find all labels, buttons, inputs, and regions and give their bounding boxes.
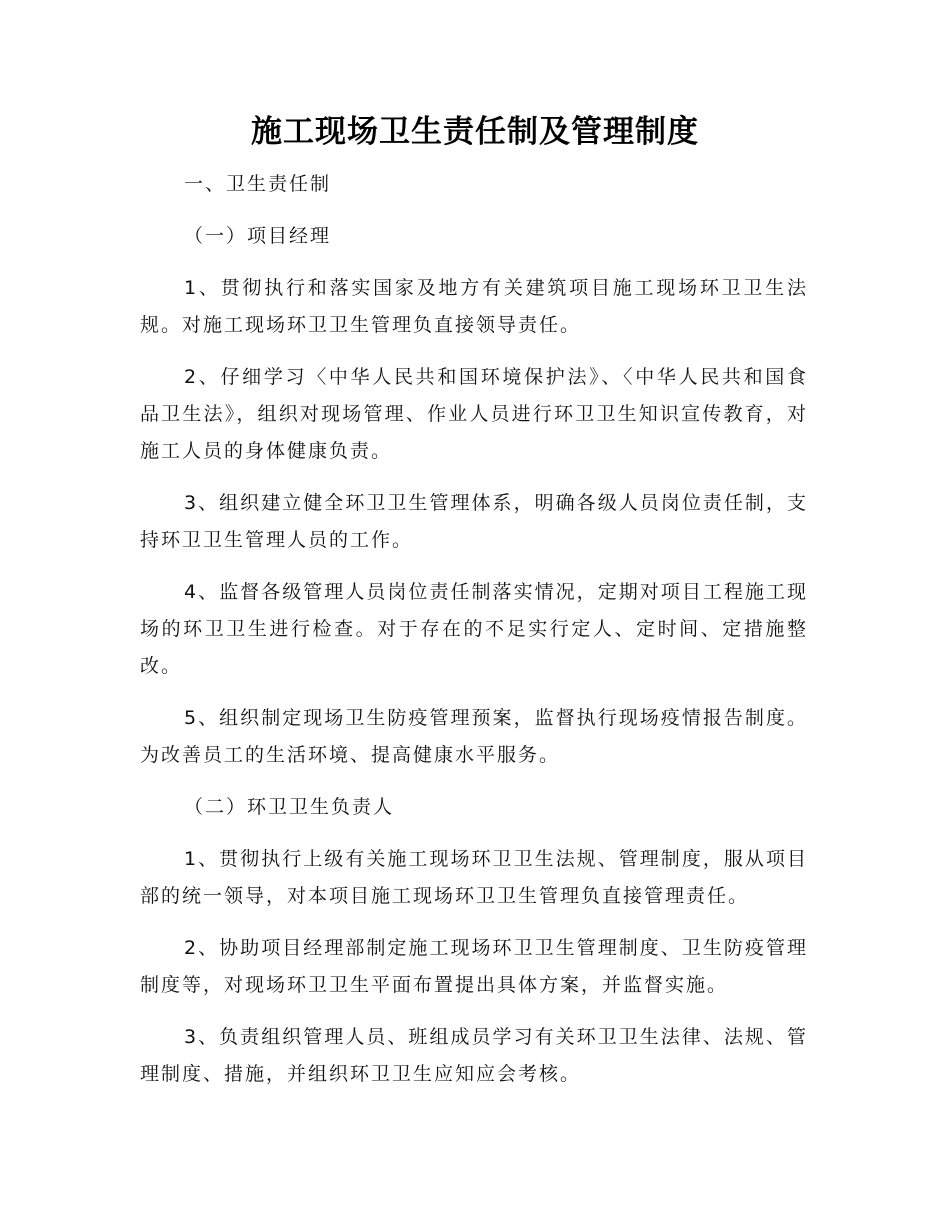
paragraph-pm-1: 1、贯彻执行和落实国家及地方有关建筑项目施工现场环卫卫生法规。对施工现场环卫卫生管理负直接领导责任。 [140,277,808,336]
document-title: 施工现场卫生责任制及管理制度 [251,114,699,150]
subsection-heading-sanitation-lead: （二）环卫卫生负责人 [184,796,395,818]
paragraph-lead-3: 3、负责组织管理人员、班组成员学习有关环卫卫生法律、法规、管理制度、措施，并组织环卫卫生应知应会考核。 [140,1026,808,1085]
paragraph-pm-3: 3、组织建立健全环卫卫生管理体系，明确各级人员岗位责任制，支持环卫卫生管理人员的工作。 [140,492,808,551]
paragraph-lead-1: 1、贯彻执行上级有关施工现场环卫卫生法规、管理制度，服从项目部的统一领导，对本项目施工现场环卫卫生管理负直接管理责任。 [140,848,808,907]
paragraph-lead-2: 2、协助项目经理部制定施工现场环卫卫生管理制度、卫生防疫管理制度等，对现场环卫卫生平面布置提出具体方案，并监督实施。 [140,937,808,996]
paragraph-pm-4: 4、监督各级管理人员岗位责任制落实情况，定期对项目工程施工现场的环卫卫生进行检查。对于存在的不足实行定人、定时间、定措施整改。 [140,581,808,677]
document-body [140,166,808,1108]
paragraph-pm-2: 2、仔细学习〈中华人民共和国环境保护法》、〈中华人民共和国食品卫生法》，组织对现场管理、作业人员进行环卫卫生知识宣传教育，对施工人员的身体健康负责。 [140,366,808,462]
subsection-heading-project-manager: （一）项目经理 [184,225,332,247]
paragraph-pm-5: 5、组织制定现场卫生防疫管理预案，监督执行现场疫情报告制度。为改善员工的生活环境、提高健康水平服务。 [140,707,808,766]
section-heading-1: 一、卫生责任制 [184,173,332,195]
